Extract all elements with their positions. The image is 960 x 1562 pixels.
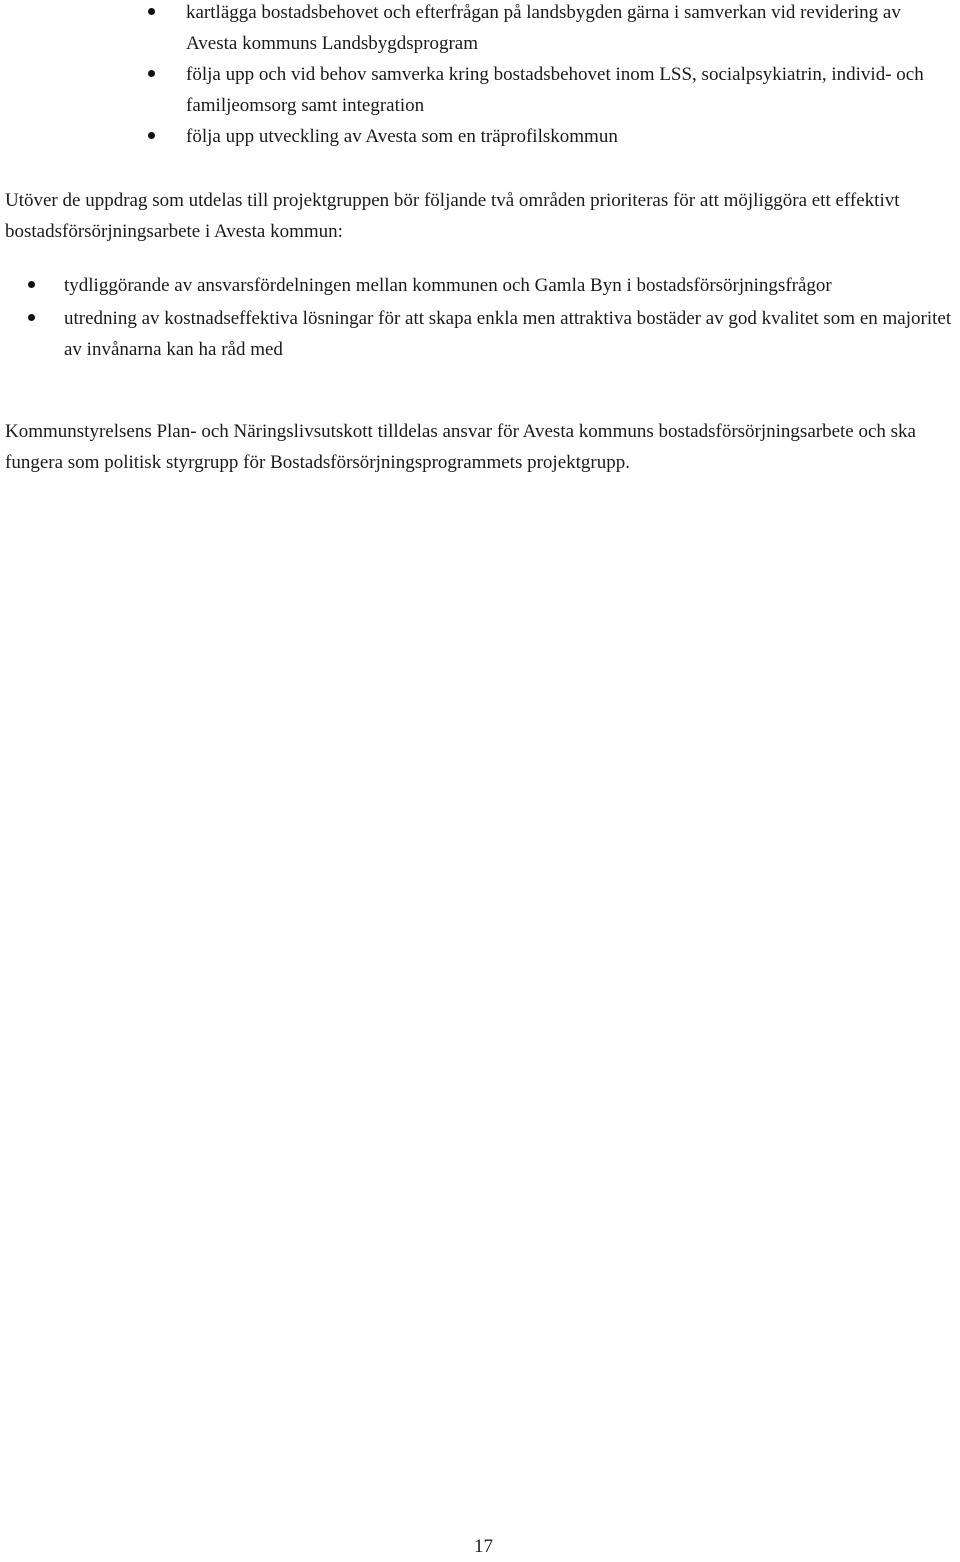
list-item [64,303,960,365]
list-item [186,0,926,59]
bullet-icon [148,70,155,77]
page-number: 17 [474,1536,493,1557]
list-item [186,121,926,152]
list-item [64,270,960,301]
bullet-icon [28,281,35,288]
task-bullet-list [186,0,926,152]
list-item [186,59,926,121]
responsibility-paragraph: Kommunstyrelsens Plan- och Näringslivsutskott tilldelas ansvar för Avesta kommuns bostadsförsörjningsarbete och ska fungera som politisk styrgrupp för Bostadsförsörjningsprogrammets projektgrupp. [5,421,916,473]
list-item-text: följa upp utveckling av Avesta som en träprofilskommun [186,126,618,147]
list-item-text: tydliggörande av ansvarsfördelningen mellan kommunen och Gamla Byn i bostadsförsörjningsfrågor [64,275,832,296]
priority-bullet-list [64,270,960,365]
bullet-icon [28,314,35,321]
list-item-text: kartlägga bostadsbehovet och efterfrågan på landsbygden gärna i samverkan vid revidering av Avesta kommuns Landsbygdsprogram [186,2,901,54]
bullet-icon [148,132,155,139]
list-item-text: följa upp och vid behov samverka kring bostadsbehovet inom LSS, socialpsykiatrin, individ- och familjeomsorg samt integration [186,64,924,116]
list-item-text: utredning av kostnadseffektiva lösningar för att skapa enkla men attraktiva bostäder av god kvalitet som en majoritet av invånarna kan ha råd med [64,308,952,360]
priority-paragraph: Utöver de uppdrag som utdelas till projektgruppen bör följande två områden prioriteras för att möjliggöra ett effektivt bostadsförsörjningsarbete i Avesta kommun: [5,190,900,242]
bullet-icon [148,8,155,15]
